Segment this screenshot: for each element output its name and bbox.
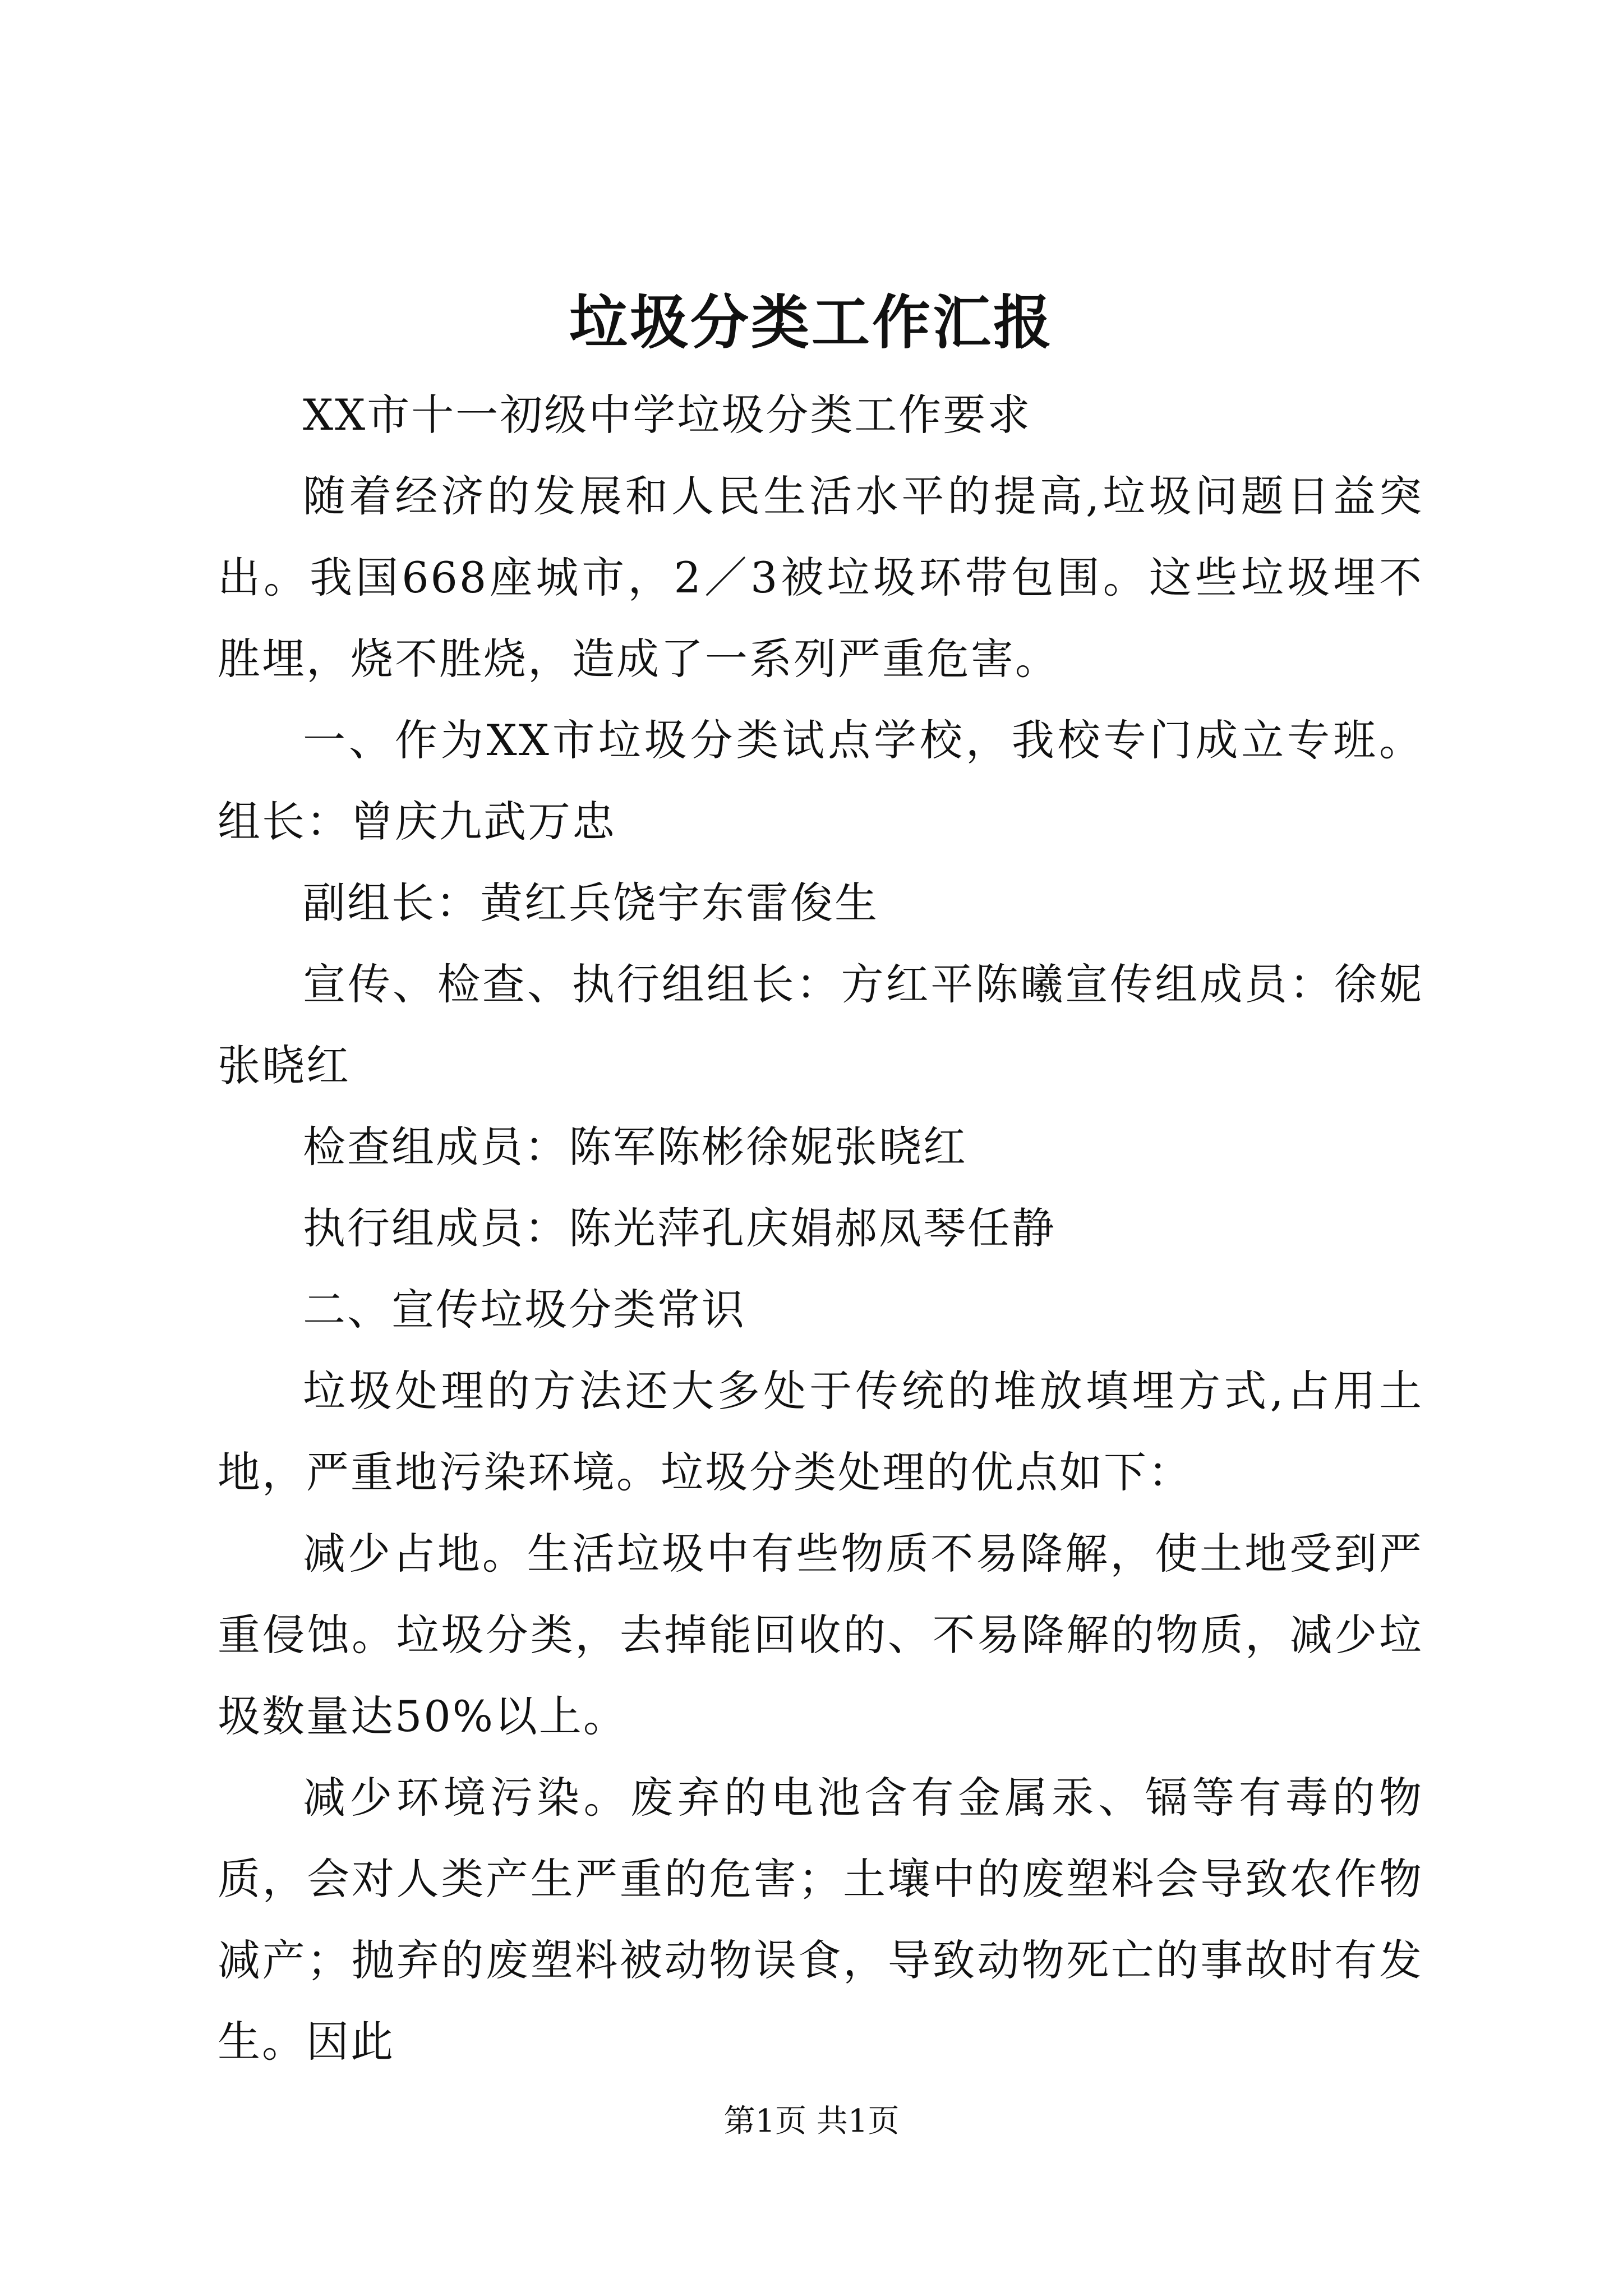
paragraph-intro: 随着经济的发展和人民生活水平的提高,垃圾问题日益突出。我国668座城市，2／3被垃圾环带包围。这些垃圾埋不胜埋，烧不胜烧，造成了一系列严重危害。 [218, 471, 1423, 684]
paragraph-reduce-land: 减少占地。生活垃圾中有些物质不易降解，使土地受到严重侵蚀。垃圾分类，去掉能回收的、不易降解的物质，减少垃圾数量达50%以上。 [218, 1529, 1423, 1741]
paragraph-execution-members: 执行组成员：陈光萍孔庆娟郝凤琴任静 [303, 1203, 1056, 1253]
paragraph-section-one: 一、作为XX市垃圾分类试点学校，我校专门成立专班。组长：曾庆九武万忠 [218, 715, 1423, 846]
paragraph-group-leaders: 宣传、检查、执行组组长：方红平陈曦宣传组成员：徐妮张晓红 [218, 959, 1423, 1091]
paragraph-inspection-members: 检查组成员：陈军陈彬徐妮张晓红 [303, 1122, 967, 1172]
paragraph-subtitle: XX市十一初级中学垃圾分类工作要求 [303, 390, 1032, 440]
paragraph-disposal-methods: 垃圾处理的方法还大多处于传统的堆放填埋方式,占用土地，严重地污染环境。垃圾分类处理的优点如下： [218, 1366, 1423, 1497]
paragraph-reduce-pollution: 减少环境污染。废弃的电池含有金属汞、镉等有毒的物质，会对人类产生严重的危害；土壤中的废塑料会导致农作物减产；抛弃的废塑料被动物误食，导致动物死亡的事故时有发生。因此 [218, 1773, 1423, 2067]
paragraph-deputy-leaders: 副组长：黄红兵饶宇东雷俊生 [303, 878, 879, 928]
document-body [218, 374, 1423, 2082]
document-title: 垃圾分类工作汇报 [569, 288, 1054, 357]
page-footer: 第1页 共1页 [723, 2103, 900, 2139]
paragraph-section-two: 二、宣传垃圾分类常识 [303, 1285, 746, 1335]
